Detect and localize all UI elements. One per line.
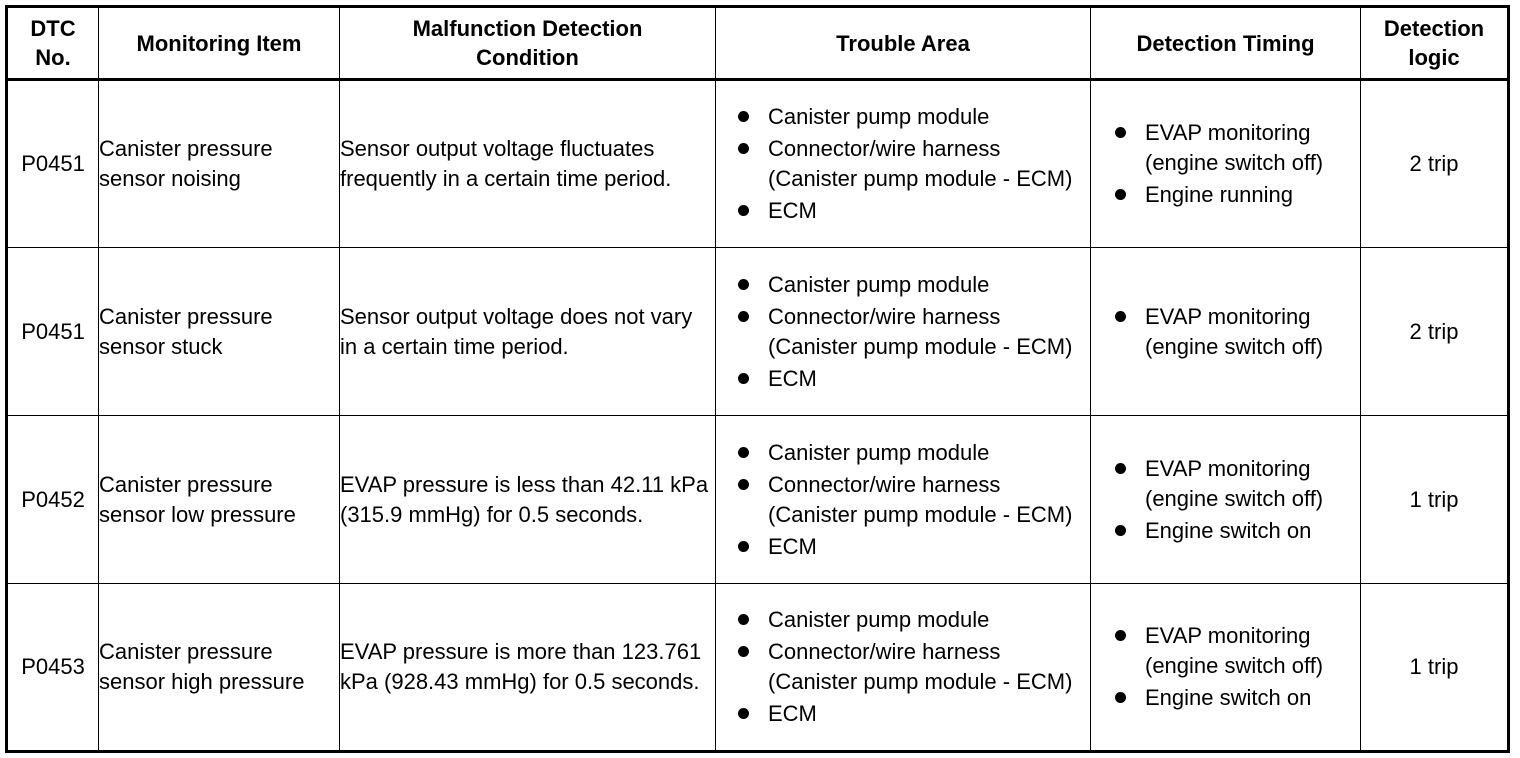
bullet-icon <box>738 373 749 384</box>
list-item-text: EVAP monitoring (engine switch off) <box>1145 120 1324 175</box>
list-item <box>738 532 1090 562</box>
header-trouble-area: Trouble Area <box>716 7 1091 80</box>
list-item-text: ECM <box>768 198 817 223</box>
list-item <box>1115 621 1360 681</box>
list-item-text: Canister pump module <box>768 439 990 465</box>
bullet-icon <box>738 541 749 552</box>
list-item <box>738 196 1090 226</box>
bullet-icon <box>1115 692 1126 703</box>
list-item-text: Engine switch on <box>1145 685 1312 710</box>
dtc-code: P0452 <box>7 416 99 584</box>
dtc-code: P0451 <box>7 80 99 248</box>
dtc-table <box>5 5 1510 753</box>
trouble-area <box>716 416 1091 584</box>
malfunction-condition: Sensor output voltage does not vary in a certain time period. <box>340 248 716 416</box>
malfunction-condition: EVAP pressure is less than 42.11 kPa (315.9 mmHg) for 0.5 seconds. <box>340 416 716 584</box>
monitoring-item: Canister pressure sensor high pressure <box>99 584 340 752</box>
table-body <box>7 80 1509 752</box>
list-item-text: Engine switch on <box>1145 517 1312 543</box>
monitoring-item: Canister pressure sensor stuck <box>99 248 340 416</box>
list-item <box>738 102 1090 132</box>
list-item-text: EVAP monitoring (engine switch off) <box>1145 623 1324 678</box>
trouble-area-list <box>716 102 1090 226</box>
list-item-text: ECM <box>768 533 817 559</box>
trouble-area-list <box>716 270 1090 394</box>
list-item <box>1115 454 1360 514</box>
bullet-icon <box>1115 189 1126 200</box>
malfunction-condition: EVAP pressure is more than 123.761 kPa (928.43 mmHg) for 0.5 seconds. <box>340 584 716 752</box>
header-malfunction-condition: Malfunction Detection Condition <box>340 7 716 80</box>
bullet-icon <box>738 205 749 216</box>
bullet-icon <box>1115 311 1126 322</box>
bullet-icon <box>738 614 749 625</box>
bullet-icon <box>738 646 749 657</box>
trouble-area-list <box>716 605 1090 729</box>
list-item <box>738 134 1090 194</box>
list-item <box>738 364 1090 394</box>
bullet-icon <box>738 708 749 719</box>
list-item-text: ECM <box>768 701 817 726</box>
list-item-text: Connector/wire harness (Canister pump module - ECM) <box>768 303 1073 359</box>
list-item <box>1115 118 1360 178</box>
header-dtc-no: DTC No. <box>7 7 99 80</box>
detection-logic: 1 trip <box>1361 416 1509 584</box>
trouble-area-list <box>716 438 1090 562</box>
table-row <box>7 416 1509 584</box>
bullet-icon <box>738 279 749 290</box>
detection-timing-list <box>1091 118 1360 210</box>
list-item <box>1115 683 1360 713</box>
dtc-code: P0453 <box>7 584 99 752</box>
trouble-area <box>716 80 1091 248</box>
bullet-icon <box>738 479 749 490</box>
list-item-text: ECM <box>768 365 817 391</box>
list-item <box>738 438 1090 468</box>
bullet-icon <box>1115 630 1126 641</box>
detection-timing-list <box>1091 454 1360 546</box>
detection-timing <box>1091 80 1361 248</box>
detection-logic: 2 trip <box>1361 80 1509 248</box>
detection-logic: 2 trip <box>1361 248 1509 416</box>
header-row <box>7 7 1509 80</box>
list-item-text: Connector/wire harness (Canister pump module - ECM) <box>768 136 1073 191</box>
bullet-icon <box>738 447 749 458</box>
detection-timing-list <box>1091 302 1360 362</box>
table-row <box>7 248 1509 416</box>
table-row <box>7 584 1509 752</box>
dtc-code: P0451 <box>7 248 99 416</box>
monitoring-item: Canister pressure sensor noising <box>99 80 340 248</box>
list-item-text: Engine running <box>1145 182 1294 207</box>
monitoring-item: Canister pressure sensor low pressure <box>99 416 340 584</box>
table-row <box>7 80 1509 248</box>
list-item <box>738 699 1090 729</box>
list-item <box>738 637 1090 697</box>
header-detection-logic: Detection logic <box>1361 7 1509 80</box>
list-item-text: EVAP monitoring (engine switch off) <box>1145 455 1324 511</box>
detection-timing <box>1091 416 1361 584</box>
list-item <box>1115 180 1360 210</box>
list-item <box>738 270 1090 300</box>
bullet-icon <box>738 143 749 154</box>
list-item <box>738 605 1090 635</box>
detection-logic: 1 trip <box>1361 584 1509 752</box>
detection-timing <box>1091 248 1361 416</box>
list-item <box>738 302 1090 362</box>
malfunction-condition: Sensor output voltage fluctuates frequently in a certain time period. <box>340 80 716 248</box>
detection-timing-list <box>1091 621 1360 713</box>
bullet-icon <box>1115 463 1126 474</box>
trouble-area <box>716 248 1091 416</box>
list-item <box>1115 302 1360 362</box>
detection-timing <box>1091 584 1361 752</box>
header-monitoring-item: Monitoring Item <box>99 7 340 80</box>
list-item <box>1115 516 1360 546</box>
list-item <box>738 470 1090 530</box>
list-item-text: Canister pump module <box>768 607 990 632</box>
trouble-area <box>716 584 1091 752</box>
list-item-text: Canister pump module <box>768 104 990 129</box>
list-item-text: Connector/wire harness (Canister pump module - ECM) <box>768 471 1073 527</box>
list-item-text: Canister pump module <box>768 271 990 297</box>
bullet-icon <box>738 311 749 322</box>
list-item-text: EVAP monitoring (engine switch off) <box>1145 303 1324 359</box>
header-detection-timing: Detection Timing <box>1091 7 1361 80</box>
bullet-icon <box>738 111 749 122</box>
bullet-icon <box>1115 525 1126 536</box>
list-item-text: Connector/wire harness (Canister pump module - ECM) <box>768 639 1073 694</box>
bullet-icon <box>1115 127 1126 138</box>
